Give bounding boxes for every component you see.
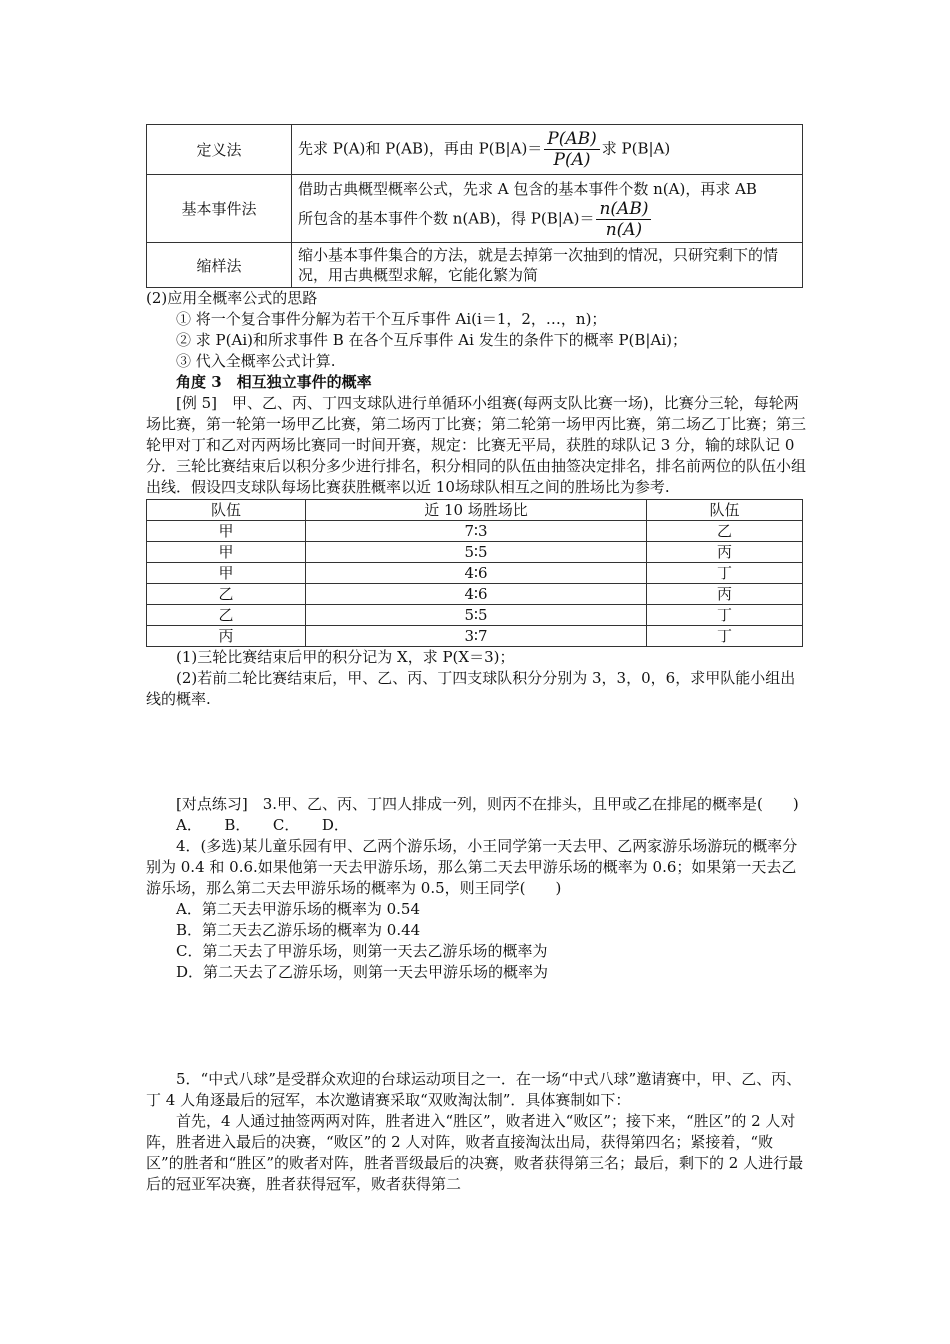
header-cell: 队伍 [647,500,803,521]
table-row [147,125,803,175]
section-heading: 角度 3 相互独立事件的概率 [176,373,372,391]
fraction: $\frac{P(AB)}{P(A)}$ [544,129,599,170]
question-2: (2)若前二轮比赛结束后，甲、乙、丙、丁四支球队积分分别为 3，3，0，6，求甲队能小组出线的概率. [146,669,796,708]
option: A．第二天去甲游乐场的概率为 0.54 [176,900,421,918]
option: B．第二天去乙游乐场的概率为 0.44 [176,921,421,939]
page-content [146,124,806,1195]
table-row: 甲 7∶3 乙 [147,521,803,542]
table-row: 甲 4∶6 丁 [147,563,803,584]
header-cell: 队伍 [147,500,306,521]
method-name: 基本事件法 [147,175,292,243]
table-row: 乙 5∶5 丁 [147,605,803,626]
practice-3-options: A． B． C． D． [176,816,349,834]
option: D．第二天去了乙游乐场，则第一天去甲游乐场的概率为 [176,963,549,981]
method-name: 定义法 [147,125,292,175]
method-desc: 借助古典概型概率公式，先求 A 包含的基本事件个数 n(A)，再求 AB 所包含的基本事件个数 n(AB)，得 P(B|A)＝ $\frac{n(AB)}{n(A)}$ [292,175,803,243]
table-header-row [147,500,803,521]
example-text: [例 5] 甲、乙、丙、丁四支球队进行单循环小组赛(每两支队比赛一场)，比赛分三轮，每轮两场比赛，第一轮第一场甲乙比赛，第二场丙丁比赛；第二轮第一场甲丙比赛，第二场乙丁比赛；第三轮甲对丁和乙对丙两场比赛同一时间开赛，规定：比赛无平局，获胜的球队记 3 分，输的球队记 0 分．三轮比赛结束后以积分多少进行排名，积分相同的队伍由抽签决定排名，排名前两位的队伍小组出线．假设四支球队每场比赛获胜概率以近 10场球队相互之间的胜场比为参考. [146,394,807,496]
method-name: 缩样法 [147,243,292,288]
methods-table [146,124,803,288]
table-row [147,243,803,288]
step: ① 将一个复合事件分解为若干个互斥事件 Ai(i＝1，2，…，n)； [176,310,607,328]
table-row: 丙 3∶7 丁 [147,626,803,647]
practice-5-rules: 首先，4 人通过抽签两两对阵，胜者进入“胜区”，败者进入“败区”；接下来，“胜区”的 2 人对阵，胜者进入最后的决赛，“败区”的 2 人对阵，败者直接淘汰出局，获得第四名；紧接着，“败区”的胜者和“胜区”的败者对阵，胜者晋级最后的决赛，败者获得第三名；最后，剩下的 2 人进行最后的冠亚军决赛，胜者获得冠军，败者获得第二 [146,1112,804,1193]
fraction: $\frac{n(AB)}{n(A)}$ [596,199,651,240]
section-title: (2)应用全概率公式的思路 [146,289,318,307]
step: ② 求 P(Ai)和所求事件 B 在各个互斥事件 Ai 发生的条件下的概率 P(B|Ai)； [176,331,687,349]
method-desc: 缩小基本事件集合的方法，就是去掉第一次抽到的情况，只研究剩下的情况，用古典概型求解，它能化繁为简 [292,243,803,288]
header-cell: 近 10 场胜场比 [306,500,647,521]
practice-5-intro: 5．“中式八球”是受群众欢迎的台球运动项目之一．在一场“中式八球”邀请赛中，甲、乙、丙、丁 4 人角逐最后的冠军，本次邀请赛采取“双败淘汰制”．具体赛制如下： [146,1070,802,1109]
step: ③ 代入全概率公式计算. [176,352,336,370]
question-1: (1)三轮比赛结束后甲的积分记为 X，求 P(X＝3)； [176,648,515,666]
method-desc: 先求 P(A)和 P(AB)，再由 P(B|A)＝ $\frac{P(AB)}{P(A)}$ 求 P(B|A) [292,125,803,175]
practice-4: 4．(多选)某儿童乐园有甲、乙两个游乐场，小王同学第一天去甲、乙两家游乐场游玩的概率分别为 0.4 和 0.6.如果他第一天去甲游乐场，那么第二天去甲游乐场的概率为 0.6；如果第一天去乙游乐场，那么第二天去甲游乐场的概率为 0.5，则王同学( ) [146,837,798,897]
table-row: 甲 5∶5 丙 [147,542,803,563]
table-row [147,175,803,243]
practice-3: [对点练习] 3.甲、乙、丙、丁四人排成一列，则丙不在排头，且甲或乙在排尾的概率是( ) [176,795,799,813]
stats-table [146,499,803,647]
option: C．第二天去了甲游乐场，则第一天去乙游乐场的概率为 [176,942,548,960]
table-row: 乙 4∶6 丙 [147,584,803,605]
